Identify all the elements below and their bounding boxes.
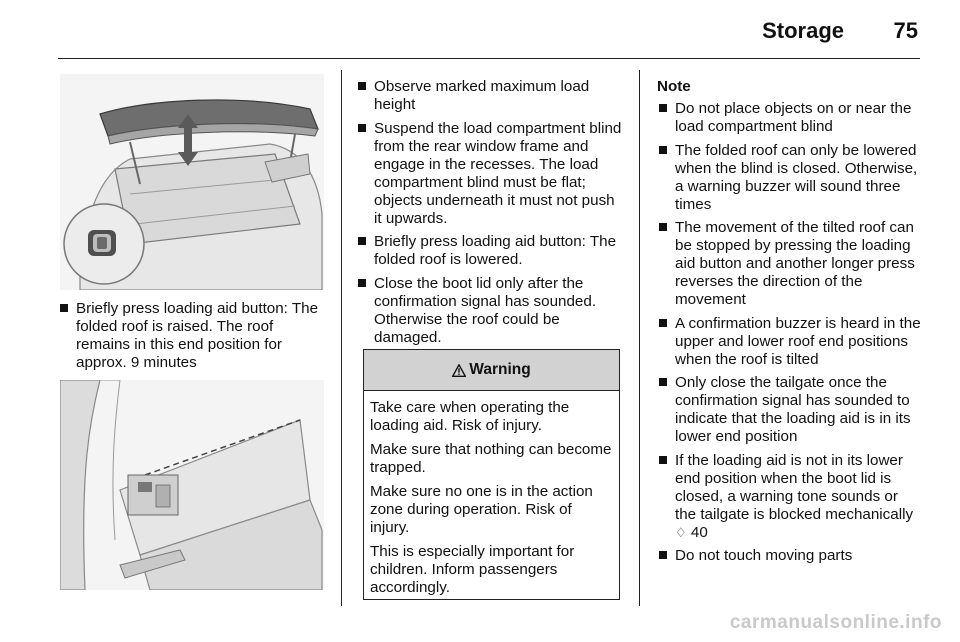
bullet-icon [358, 82, 366, 90]
list-item: A confirmation buzzer is heard in the upper and lower roof end positions when the roof is tilted [659, 315, 922, 369]
list-item: Do not touch moving parts [659, 547, 922, 565]
list-item: If the loading aid is not in its lower end position when the boot lid is closed, a warning tone sounds or the tailgate is blocked mechanically ♢ 40 [659, 452, 922, 542]
column-1-list [60, 300, 330, 372]
list-item: Briefly press loading aid button: The folded roof is raised. The roof remains in this end position for approx. 9 minutes [60, 300, 330, 372]
page-title: Storage [762, 18, 844, 43]
column-2 [358, 78, 626, 352]
page-header [0, 0, 960, 58]
warning-title: Warning [469, 361, 531, 378]
list-item: Observe marked maximum load height [358, 78, 626, 114]
list-item: The movement of the tilted roof can be stopped by pressing the loading aid button and another longer press reverses the direction of the movement [659, 219, 922, 309]
page-reference[interactable]: 40 [690, 523, 708, 541]
list-item: Only close the tailgate once the confirmation signal has sounded to indicate that the loading aid is in its lower end position [659, 374, 922, 446]
bullet-icon [659, 456, 667, 464]
column-divider-left [341, 70, 342, 606]
column-1 [60, 300, 330, 378]
bullet-icon [358, 237, 366, 245]
bullet-icon [659, 378, 667, 386]
bullet-icon [659, 551, 667, 559]
bullet-icon [358, 124, 366, 132]
warning-triangle-icon [452, 364, 466, 377]
bullet-icon [358, 279, 366, 287]
page-reference-icon: ♢ [675, 524, 687, 540]
watermark: carmanualsonline.info [729, 612, 942, 633]
column-divider-right [639, 70, 640, 606]
figure-load-compartment [60, 380, 324, 590]
header-rule [58, 58, 920, 59]
load-compartment-illustration [60, 380, 324, 590]
warning-paragraph: This is especially important for children. Inform passengers accordingly. [370, 543, 575, 596]
bullet-icon [659, 319, 667, 327]
bullet-icon [659, 146, 667, 154]
warning-paragraph: Make sure that nothing can become trapped. [370, 441, 612, 476]
note-list [657, 100, 922, 565]
bullet-icon [659, 104, 667, 112]
warning-body [364, 391, 619, 597]
warning-paragraph: Take care when operating the loading aid. Risk of injury. [370, 399, 570, 434]
bullet-icon [60, 304, 68, 312]
column-2-list [358, 78, 626, 347]
page-number: 75 [893, 18, 918, 43]
list-item: The folded roof can only be lowered when the blind is closed. Otherwise, a warning buzzer will sound three times [659, 142, 922, 214]
list-item: Suspend the load compartment blind from the rear window frame and engage in the recesses. The load compartment blind must be flat; objects underneath it must not push it upwards. [358, 120, 626, 228]
warning-box [363, 349, 620, 600]
bullet-icon [659, 223, 667, 231]
list-item: Close the boot lid only after the confirmation signal has sounded. Otherwise the roof could be damaged. [358, 275, 626, 347]
column-3 [657, 78, 922, 571]
note-title: Note [657, 78, 691, 95]
list-item: Briefly press loading aid button: The folded roof is lowered. [358, 233, 626, 269]
figure-roof-raised [60, 74, 324, 290]
roof-raised-illustration [60, 74, 324, 290]
warning-paragraph: Make sure no one is in the action zone during operation. Risk of injury. [370, 483, 593, 536]
list-item: Do not place objects on or near the load compartment blind [659, 100, 922, 136]
warning-header [364, 350, 619, 391]
